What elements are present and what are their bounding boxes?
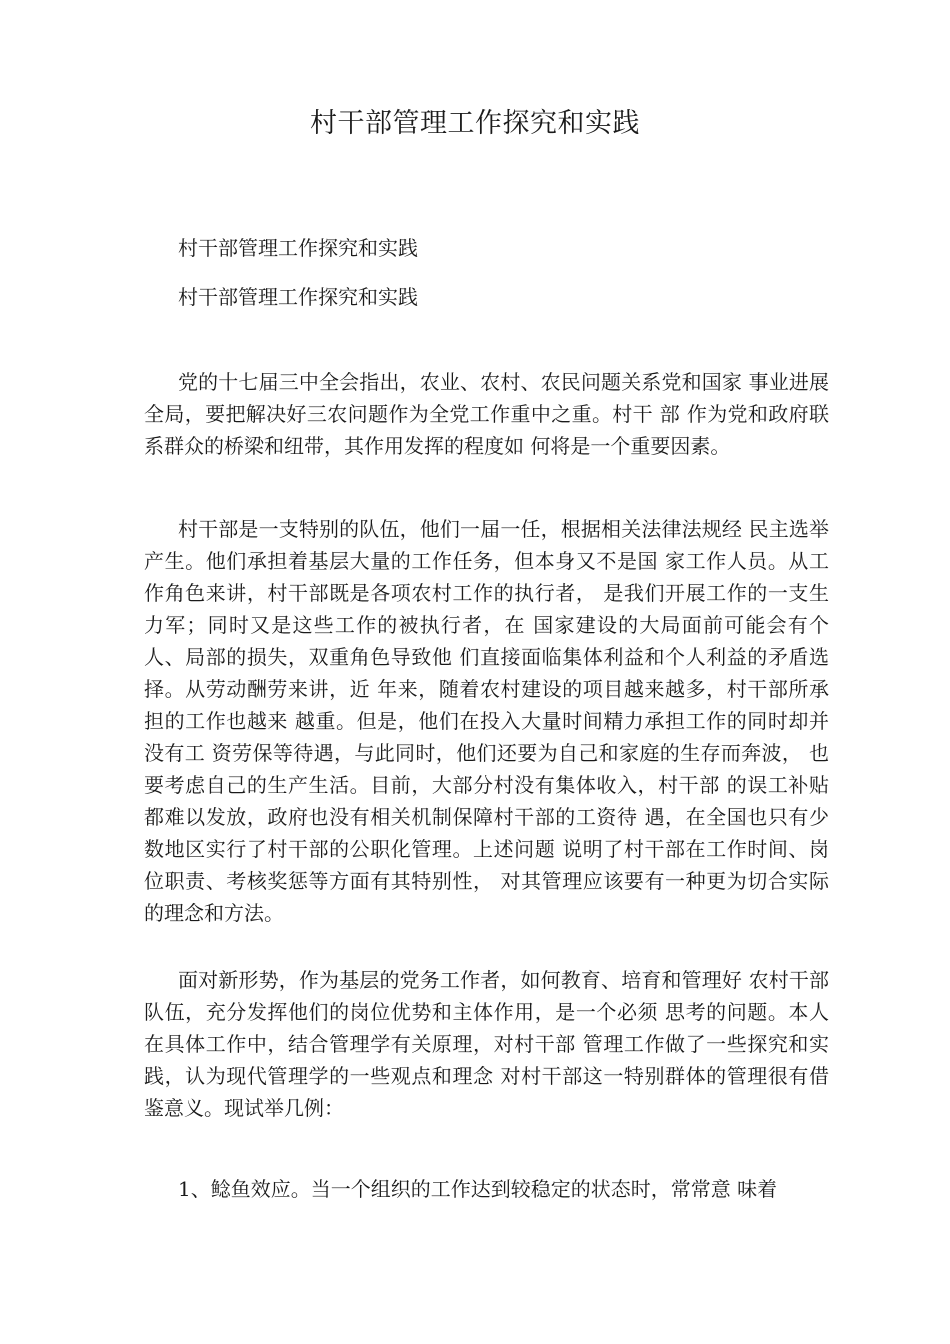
body-paragraph-block [144,1173,829,1205]
body-paragraph: 村干部是一支特别的队伍，他们一届一任，根据相关法律法规经 民主选举产生。他们承担着基层大量的工作任务，但本身又不是国 家工作人员。从工作角色来讲，村干部既是各项农村工作的执行者， 是我们开展工作的一支生力军；同时又是这些工作的被执行者，在 国家建设的大局面前可能会有个人、局部的损失，双重角色导致他 们直接面临集体利益和个人利益的矛盾选择。从劳动酬劳来讲，近 年来，随着农村建设的项目越来越多，村干部所承担的工作也越来 越重。但是，他们在投入大量时间精力承担工作的同时却并没有工 资劳保等待遇，与此同时，他们还要为自己和家庭的生存而奔波， 也要考虑自己的生产生活。目前，大部分村没有集体收入，村干部 的误工补贴都难以发放，政府也没有相关机制保障村干部的工资待 遇，在全国也只有少数地区实行了村干部的公职化管理。上述问题 说明了村干部在工作时间、岗位职责、考核奖惩等方面有其特别性， 对其管理应该要有一种更为切合实际的理念和方法。 [144,517,829,925]
body-paragraph: 党的十七届三中全会指出，农业、农村、农民问题关系党和国家 事业进展全局，要把解决好三农问题作为全党工作重中之重。村干 部 作为党和政府联系群众的桥梁和纽带，其作用发挥的程度如 何将是一个重要因素。 [144,370,829,458]
body-paragraph-block [144,366,829,462]
body-paragraph-block [144,964,829,1124]
document-title: 村干部管理工作探究和实践 [310,108,640,139]
subtitle-line: 村干部管理工作探究和实践 [178,285,418,309]
body-paragraph: 面对新形势，作为基层的党务工作者，如何教育、培育和管理好 农村干部队伍，充分发挥他们的岗位优势和主体作用，是一个必须 思考的问题。本人在具体工作中，结合管理学有关原理，对村干部 管理工作做了一些探究和实践，认为现代管理学的一些观点和理念 对村干部这一特别群体的管理很有借鉴意义。现试举几例： [144,968,829,1120]
body-paragraph-block [144,513,829,929]
subtitle-line: 村干部管理工作探究和实践 [178,236,418,260]
body-paragraph: 1、鲶鱼效应。当一个组织的工作达到较稳定的状态时，常常意 味着 [178,1177,778,1201]
